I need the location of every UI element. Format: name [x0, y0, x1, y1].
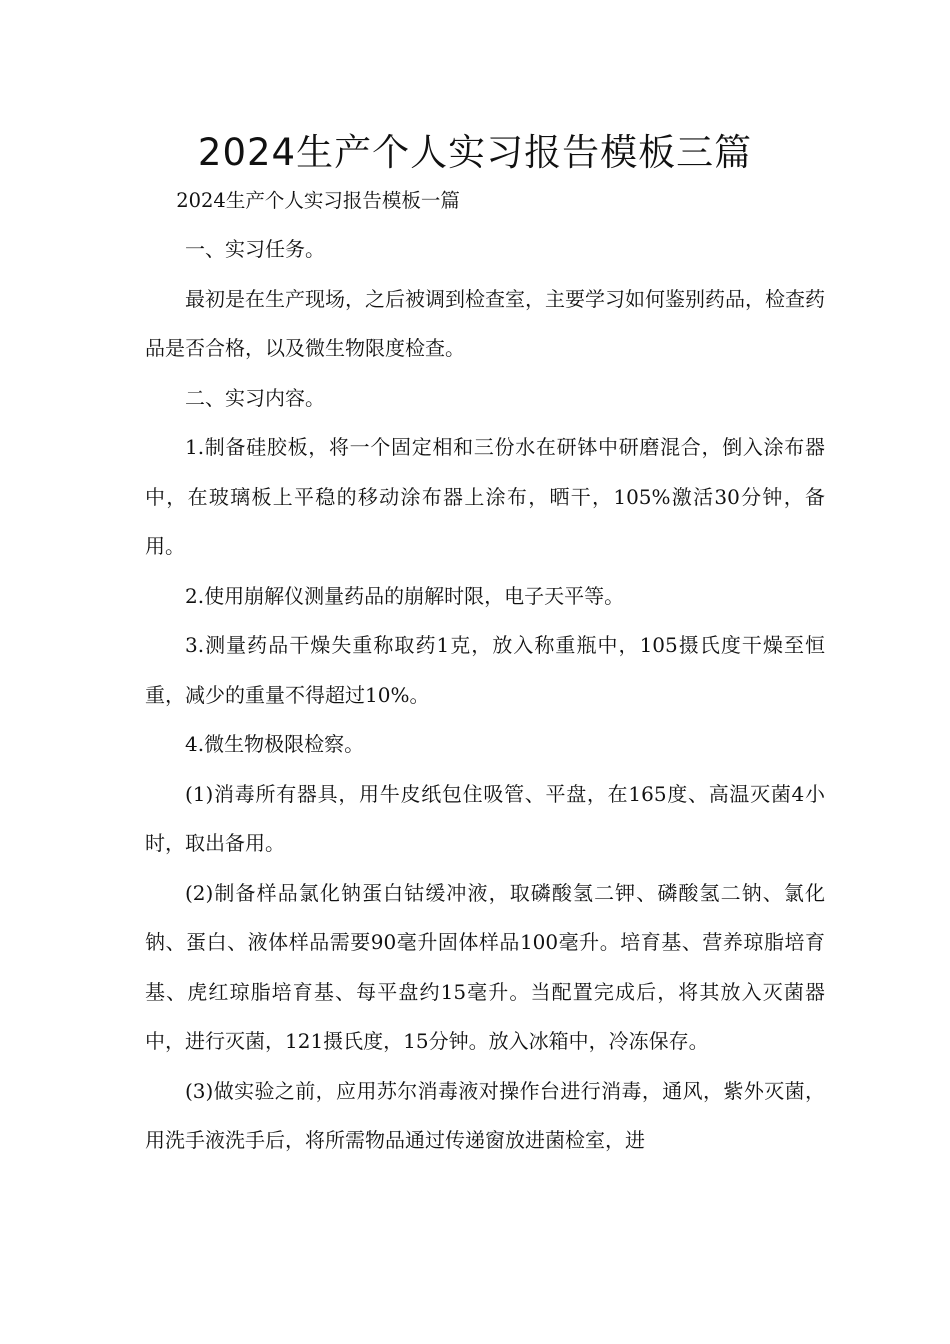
document-subtitle: 2024生产个人实习报告模板一篇: [176, 189, 460, 212]
paragraph-subitem-2: (2)制备样品氯化钠蛋白钴缓冲液，取磷酸氢二钾、磷酸氢二钠、氯化钠、蛋白、液体样品需要90毫升固体样品100毫升。培育基、营养琼脂培育基、虎红琼脂培育基、每平盘约15毫升。当配置完成后，将其放入灭菌器中，进行灭菌，121摄氏度，15分钟。放入冰箱中，冷冻保存。: [145, 880, 825, 1053]
paragraph-item-2: 2.使用崩解仪测量药品的崩解时限，电子天平等。: [185, 583, 625, 608]
paragraph-subitem-3: (3)做实验之前，应用苏尔消毒液对操作台进行消毒，通风，紫外灭菌，用洗手液洗手后，将所需物品通过传递窗放进菌检室，进: [145, 1078, 825, 1152]
paragraph-item-3: 3.测量药品干燥失重称取药1克，放入称重瓶中，105摄氏度干燥至恒重，减少的重量不得超过10%。: [145, 633, 825, 707]
paragraph-task: 最初是在生产现场，之后被调到检查室，主要学习如何鉴别药品，检查药品是否合格，以及微生物限度检查。: [145, 286, 825, 360]
document-body: [145, 180, 825, 1166]
document-title: 2024生产个人实习报告模板三篇: [197, 131, 753, 174]
section-heading-task: 一、实习任务。: [185, 237, 325, 261]
paragraph-item-4: 4.微生物极限检察。: [185, 732, 365, 756]
paragraph-item-1: 1.制备硅胶板，将一个固定相和三份水在研钵中研磨混合，倒入涂布器中，在玻璃板上平稳的移动涂布器上涂布，晒干，105%激活30分钟，备用。: [145, 435, 825, 558]
section-heading-content: 二、实习内容。: [185, 385, 325, 410]
paragraph-subitem-1: (1)消毒所有器具，用牛皮纸包住吸管、平盘，在165度、高温灭菌4小时，取出备用。: [145, 781, 825, 855]
